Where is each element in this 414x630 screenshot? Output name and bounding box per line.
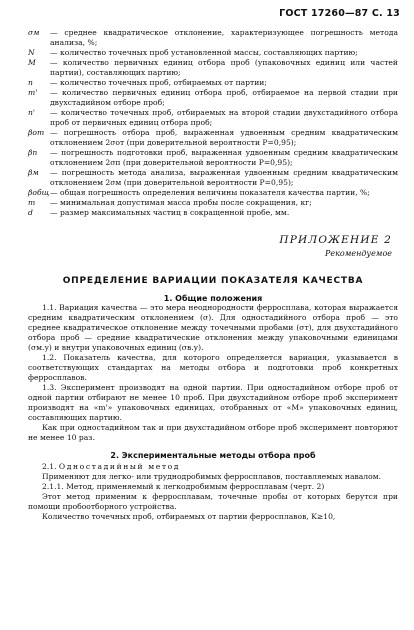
page-header: ГОСТ 17260—87 С. 13 xyxy=(279,8,400,19)
paragraph: 2.1.1. Метод, применяемый к легкодробимым ферросплавам (черт. 2) xyxy=(42,482,325,491)
subsection-name: Одностадийный метод xyxy=(58,462,181,471)
definition-item xyxy=(28,208,398,218)
definition-text: — минимальная допустимая масса пробы после сокращения, кг; xyxy=(50,198,312,207)
subsection-title xyxy=(28,462,398,472)
section-title: 2. Экспериментальные методы отбора проб xyxy=(110,451,316,460)
definition-symbol: βп xyxy=(28,148,38,157)
definition-item xyxy=(28,168,398,188)
definition-item xyxy=(28,148,398,168)
definition-text: — общая погрешность определения величины показателя качества партии, %; xyxy=(50,188,370,197)
definition-item xyxy=(28,88,398,108)
definition-text: — количество точечных проб, отбираемых от партии; xyxy=(50,78,267,87)
section-title: 1. Общие положения xyxy=(163,294,263,303)
definition-item xyxy=(28,48,398,58)
definition-text: — количество точечных проб, отбираемых на второй стадии двухстадийного отбора проб от первичных единиц отбора проб; xyxy=(50,108,398,127)
paragraph: 1.2. Показатель качества, для которого определяется вариация, указывается в соответствующих стандартах на методы отбора и подготовки проб конкретных ферросплавов. xyxy=(28,353,398,382)
definition-symbol: βм xyxy=(28,168,39,177)
definition-text: — среднее квадратическое отклонение, характеризующее погрешность метода анализа, %; xyxy=(50,28,398,47)
paragraph: Этот метод применим к ферросплавам, точечные пробы от которых берутся при помощи пробоотборного устройства. xyxy=(28,492,398,511)
definition-symbol: N xyxy=(28,48,35,57)
appendix-title: ПРИЛОЖЕНИЕ 2 xyxy=(279,234,392,246)
appendix-heading xyxy=(28,234,398,258)
definition-symbol: d xyxy=(28,208,33,217)
subsection-number: 2.1. xyxy=(42,462,57,471)
definition-text: — погрешность метода анализа, выраженная удвоенным средним квадратическим отклонением 2σм (при доверительной вероятности P=0,95); xyxy=(50,168,398,187)
definition-item xyxy=(28,28,398,48)
definition-text: — погрешность подготовки проб, выраженная удвоенным средним квадратическим отклонением 2σп (при доверительной вероятности P=0,95); xyxy=(50,148,398,167)
definition-text: — количество первичных единиц отбора проб, отбираемое на первой стадии при двухстадийном отборе проб; xyxy=(50,88,398,107)
definition-text: — погрешность отбора проб, выраженная удвоенным средним квадратическим отклонением 2σот (при доверительной вероятности P=0,95); xyxy=(50,128,398,147)
definition-symbol: n xyxy=(28,78,33,87)
paragraph: Количество точечных проб, отбираемых от партии ферросплавов, K≥10, xyxy=(42,512,336,521)
definition-item xyxy=(28,108,398,128)
definition-symbol: σм xyxy=(28,28,40,37)
definition-symbol: m xyxy=(28,198,36,207)
paragraph: 1.1. Вариация качества — это мера неоднородности ферросплава, которая выражается средним квадратическим отклонением (σ). Для одностадийного отбора проб — это среднее квадратическое отклонение между точечными пробами (σт), для двухстадийного отбора проб — средние квадратические отклонения между упаковочными единицами (σм.у) и внутри упаковочных единиц (σв.у). xyxy=(28,303,398,352)
paragraph: Как при одностадийном так и при двухстадийном отборе проб эксперимент повторяют не менее 10 раз. xyxy=(28,423,398,442)
definition-symbol: m' xyxy=(28,88,38,97)
definitions-list xyxy=(28,28,398,218)
definition-symbol: n' xyxy=(28,108,35,117)
definition-item xyxy=(28,188,398,198)
definition-text: — размер максимальных частиц в сокращенной пробе, мм. xyxy=(50,208,290,217)
definition-item xyxy=(28,128,398,148)
definition-symbol: βобщ xyxy=(28,188,50,197)
paragraph: 1.3. Эксперимент производят на одной партии. При одностадийном отборе проб от одной партии отбирают не менее 10 проб. При двухстадийном отборе проб эксперимент производят на «m'» упаковочных единицах, отобранных от «M» упаковочных единиц, составляющих партию. xyxy=(28,383,398,422)
paragraph: Применяют для легко- или труднодробимых ферросплавов, поставляемых навалом. xyxy=(42,472,382,481)
definition-symbol: βот xyxy=(28,128,45,137)
main-title: ОПРЕДЕЛЕНИЕ ВАРИАЦИИ ПОКАЗАТЕЛЯ КАЧЕСТВА xyxy=(62,276,364,286)
definition-text: — количество первичных единиц отбора проб (упаковочных единиц или частей партии), составляющих партию; xyxy=(50,58,398,77)
definition-item xyxy=(28,58,398,78)
appendix-subtitle: Рекомендуемое xyxy=(325,249,392,258)
definition-text: — количество точечных проб установленной массы, составляющих партию; xyxy=(50,48,358,57)
definition-item xyxy=(28,78,398,88)
definition-item xyxy=(28,198,398,208)
definition-symbol: M xyxy=(28,58,36,67)
